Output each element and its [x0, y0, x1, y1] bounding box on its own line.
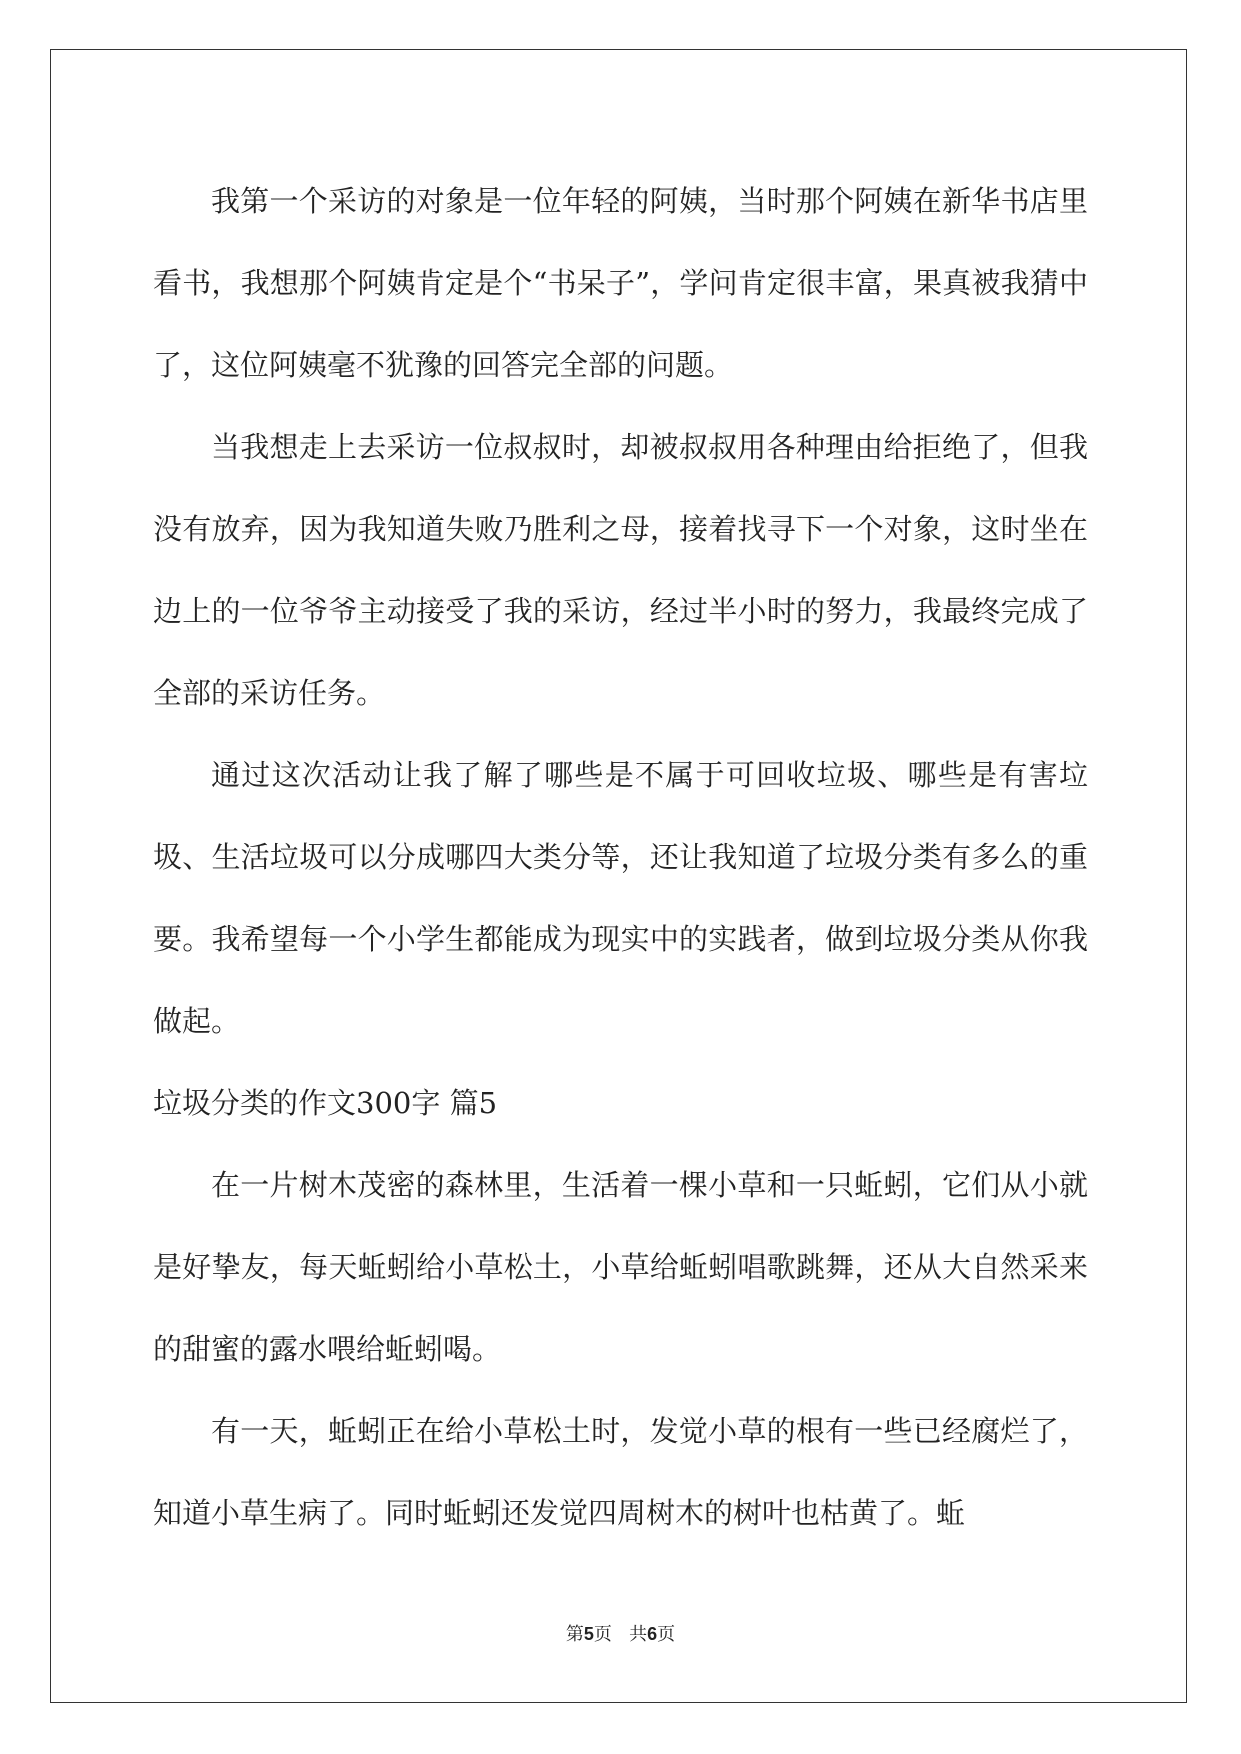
footer-suffix: 页: [657, 1624, 676, 1645]
section-heading: 垃圾分类的作文300字 篇5: [153, 1086, 498, 1120]
paragraph: 有一天，蚯蚓正在给小草松土时，发觉小草的根有一些已经腐烂了，知道小草生病了。同时蚯蚓还发觉四周树木的树叶也枯黄了。蚯: [153, 1414, 1088, 1530]
footer-page-number: 5: [583, 1624, 594, 1644]
document-body: [153, 160, 1088, 1554]
page-footer: [0, 1620, 1241, 1646]
paragraph: 通过这次活动让我了解了哪些是不属于可回收垃圾、哪些是有害垃圾、生活垃圾可以分成哪四大类分等，还让我知道了垃圾分类有多么的重要。我希望每一个小学生都能成为现实中的实践者，做到垃圾分类从你我做起。: [153, 758, 1088, 1038]
footer-total-pages: 6: [647, 1624, 658, 1644]
paragraph: 我第一个采访的对象是一位年轻的阿姨，当时那个阿姨在新华书店里看书，我想那个阿姨肯定是个“书呆子”，学问肯定很丰富，果真被我猜中了，这位阿姨毫不犹豫的回答完全部的问题。: [153, 184, 1088, 382]
footer-middle: 页 共: [593, 1624, 648, 1645]
footer-prefix: 第: [565, 1624, 584, 1645]
paragraph: 在一片树木茂密的森林里，生活着一棵小草和一只蚯蚓，它们从小就是好挚友，每天蚯蚓给小草松土，小草给蚯蚓唱歌跳舞，还从大自然采来的甜蜜的露水喂给蚯蚓喝。: [153, 1168, 1088, 1366]
paragraph: 当我想走上去采访一位叔叔时，却被叔叔用各种理由给拒绝了，但我没有放弃，因为我知道失败乃胜利之母，接着找寻下一个对象，这时坐在边上的一位爷爷主动接受了我的采访，经过半小时的努力，我最终完成了全部的采访任务。: [153, 430, 1088, 710]
